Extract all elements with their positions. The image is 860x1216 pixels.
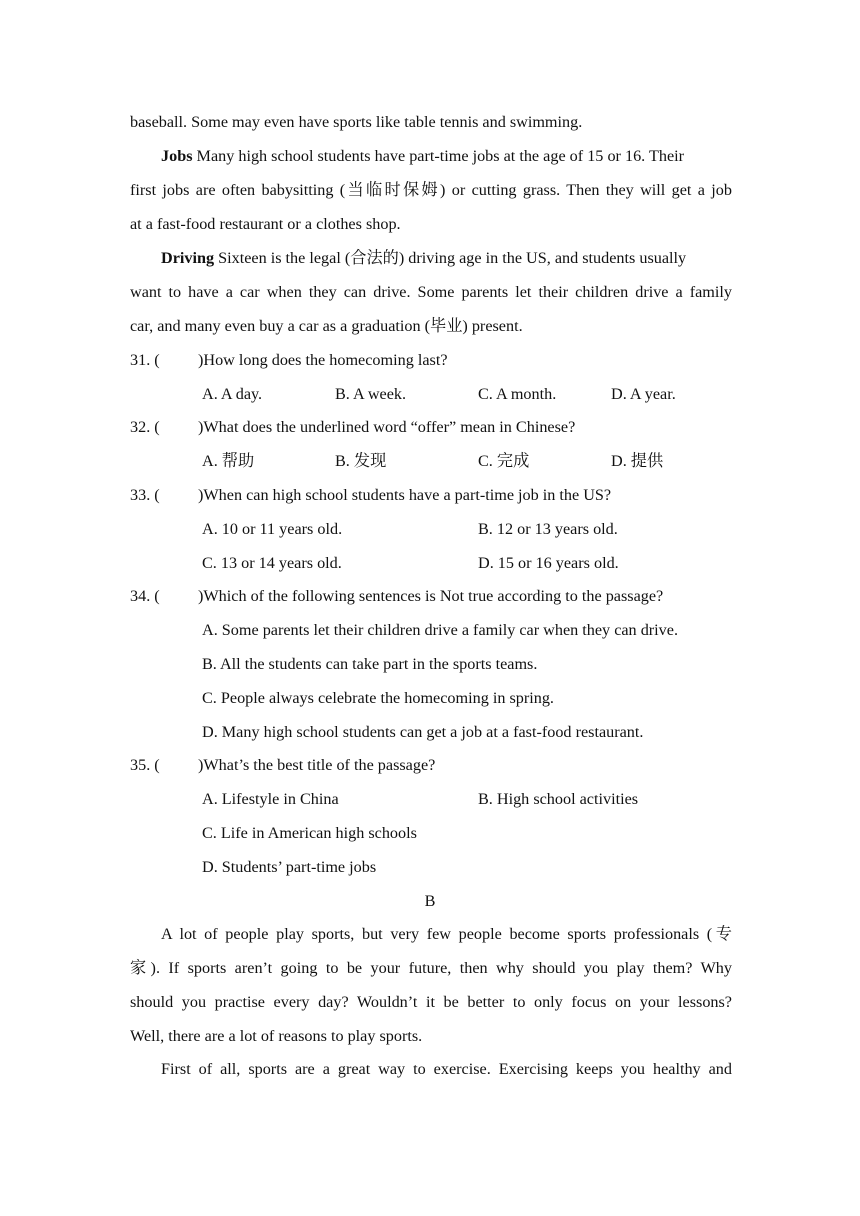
question-text: )What does the underlined word “offer” mean in Chinese? [198, 418, 576, 436]
passage-line: first jobs are often babysitting (当临时保姆) or cutting grass. Then they will get a job [130, 181, 732, 199]
passage-line: Well, there are a lot of reasons to play sports. [130, 1027, 423, 1045]
option-d: D. 15 or 16 years old. [478, 554, 619, 572]
question-text: )What’s the best title of the passage? [198, 756, 436, 774]
question-text: )When can high school students have a part-time job in the US? [198, 486, 612, 504]
question-number: 35. ( [130, 756, 160, 774]
passage-line: want to have a car when they can drive. Some parents let their children drive a family [130, 283, 732, 301]
passage-text: Sixteen is the legal (合法的) driving age in the US, and students usually [214, 249, 687, 267]
question-text: )Which of the following sentences is Not true according to the passage? [198, 587, 664, 605]
option-a: A. A day. [202, 385, 263, 403]
option-d: D. Students’ part-time jobs [202, 858, 377, 876]
option-a: A. 10 or 11 years old. [202, 520, 343, 538]
option-d: D. 提供 [611, 452, 664, 470]
question-number: 34. ( [130, 587, 160, 605]
question-number: 31. ( [130, 351, 160, 369]
option-b: B. 发现 [335, 452, 387, 470]
passage-line [161, 146, 684, 166]
passage-line: at a fast-food restaurant or a clothes shop. [130, 215, 401, 233]
paragraph-lead-driving: Driving [161, 249, 215, 267]
passage-text: Many high school students have part-time jobs at the age of 15 or 16. Their [192, 147, 685, 165]
option-c: C. 13 or 14 years old. [202, 554, 342, 572]
passage-line: car, and many even buy a car as a graduation (毕业) present. [130, 317, 523, 335]
option-b: B. All the students can take part in the sports teams. [202, 655, 538, 673]
option-c: C. A month. [478, 385, 557, 403]
option-a: A. 帮助 [202, 452, 255, 470]
option-d: D. Many high school students can get a job at a fast-food restaurant. [202, 723, 644, 741]
option-a: A. Lifestyle in China [202, 790, 339, 808]
option-b: B. A week. [335, 385, 407, 403]
paragraph-lead-jobs: Jobs [161, 147, 193, 165]
option-d: D. A year. [611, 385, 676, 403]
option-b: B. High school activities [478, 790, 639, 808]
passage-line: should you practise every day? Wouldn’t it be better to only focus on your lessons? [130, 993, 732, 1011]
section-heading: B [424, 892, 436, 910]
passage-line: First of all, sports are a great way to exercise. Exercising keeps you healthy and [161, 1060, 732, 1078]
question-text: )How long does the homecoming last? [198, 351, 448, 369]
option-c: C. People always celebrate the homecoming in spring. [202, 689, 554, 707]
option-c: C. Life in American high schools [202, 824, 417, 842]
question-number: 32. ( [130, 418, 160, 436]
passage-line: 家). If sports aren’t going to be your future, then why should you play them? Why [130, 959, 732, 977]
passage-line [161, 248, 686, 268]
passage-line: A lot of people play sports, but very few people become sports professionals (专 [161, 925, 732, 943]
question-number: 33. ( [130, 486, 160, 504]
passage-line: baseball. Some may even have sports like table tennis and swimming. [130, 113, 583, 131]
option-a: A. Some parents let their children drive a family car when they can drive. [202, 621, 679, 639]
option-c: C. 完成 [478, 452, 530, 470]
option-b: B. 12 or 13 years old. [478, 520, 618, 538]
